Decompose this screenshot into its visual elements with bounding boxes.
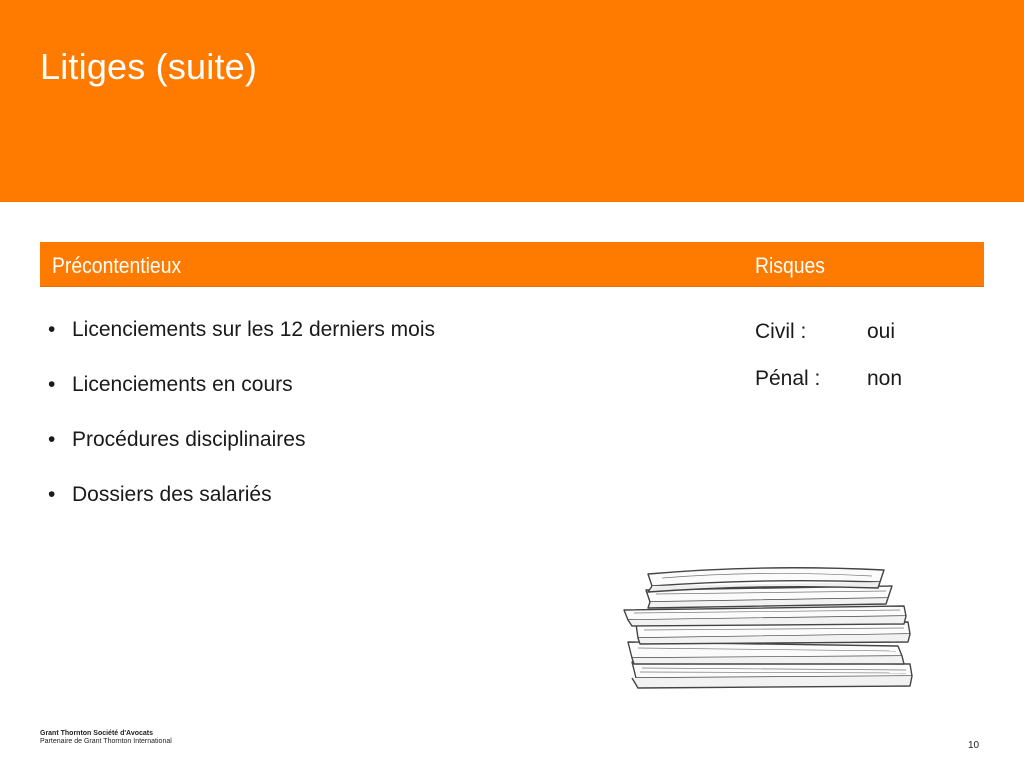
risk-label: Pénal : [755,367,821,390]
risk-label: Civil : [755,320,807,343]
risk-value: non [867,367,903,390]
bullet-glyph: • [48,318,56,341]
slide-title: Litiges (suite) [40,46,258,87]
bullet-glyph: • [48,373,56,396]
list-item [48,373,435,428]
stack-of-books-icon [612,560,918,708]
list-item [48,318,435,373]
list-item [48,483,435,538]
column-header-risques: Risques [755,253,825,278]
list-item-text: Procédures disciplinaires [72,428,306,451]
bullet-glyph: • [48,428,56,451]
bullet-glyph: • [48,483,56,506]
risk-value: oui [867,320,896,343]
footer-company-name: Grant Thornton Société d'Avocats [40,730,154,737]
precontentieux-list [48,318,435,538]
title-banner [0,0,1024,202]
column-header-precontentieux: Précontentieux [52,253,182,278]
list-item-text: Licenciements en cours [72,373,293,396]
footer-partner-line: Partenaire de Grant Thornton International [40,738,172,745]
list-item [48,428,435,483]
page-number: 10 [968,740,980,751]
table-header-bar [40,242,984,287]
list-item-text: Dossiers des salariés [72,483,272,506]
list-item-text: Licenciements sur les 12 derniers mois [72,318,435,341]
